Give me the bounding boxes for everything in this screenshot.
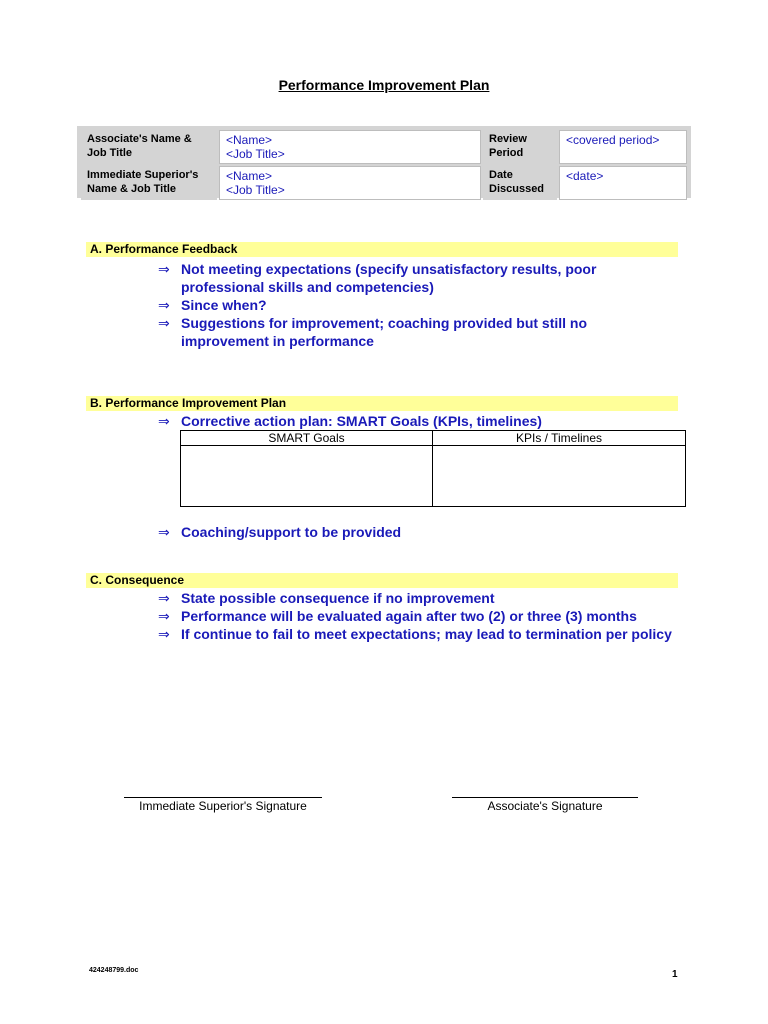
bullet-text: Not meeting expectations (specify unsatisfactory results, poor professional skills and competencies): [181, 261, 597, 295]
list-item: [158, 412, 678, 430]
smart-goals-header: SMART Goals: [181, 431, 433, 446]
associate-value[interactable]: [219, 130, 481, 164]
bullet-text: Coaching/support to be provided: [181, 524, 402, 540]
superior-job-title: <Job Title>: [226, 183, 285, 197]
section-b-list-1: [158, 412, 678, 430]
kpis-timelines-cell[interactable]: [433, 446, 686, 507]
kpis-timelines-header: KPIs / Timelines: [433, 431, 686, 446]
arrow-icon: ⇒: [158, 590, 170, 606]
superior-label: Immediate Superior's Name & Job Title: [81, 166, 217, 200]
superior-signature-line[interactable]: [124, 797, 322, 798]
section-a-heading: A. Performance Feedback: [86, 242, 678, 257]
arrow-icon: ⇒: [158, 626, 170, 642]
bullet-text: State possible consequence if no improvement: [181, 590, 495, 606]
bullet-text: Since when?: [181, 297, 267, 313]
superior-signature-label: Immediate Superior's Signature: [139, 799, 307, 813]
date-discussed-label: Date Discussed: [483, 166, 557, 200]
bullet-text: Suggestions for improvement; coaching provided but still no improvement in performance: [181, 315, 588, 349]
list-item: [158, 260, 678, 296]
bullet-text: Performance will be evaluated again after two (2) or three (3) months: [181, 608, 637, 624]
date-discussed-value[interactable]: <date>: [559, 166, 687, 200]
arrow-icon: ⇒: [158, 261, 170, 277]
superior-value[interactable]: [219, 166, 481, 200]
list-item: [158, 589, 678, 607]
review-period-label: Review Period: [483, 130, 557, 164]
section-c-list: [158, 589, 678, 643]
footer-page-number: 1: [672, 969, 678, 980]
footer-doc-name: 424248799.doc: [89, 967, 139, 974]
list-item: [158, 314, 678, 350]
bullet-text: If continue to fail to meet expectations; may lead to termination per policy: [181, 626, 672, 642]
associate-signature-label: Associate's Signature: [487, 799, 603, 813]
bullet-text: Corrective action plan: SMART Goals (KPIs, timelines): [181, 413, 542, 429]
header-info-table: [77, 126, 691, 198]
associate-job-title: <Job Title>: [226, 147, 285, 161]
smart-goals-table: [180, 430, 686, 507]
smart-goals-cell[interactable]: [181, 446, 433, 507]
associate-label: Associate's Name & Job Title: [81, 130, 217, 164]
list-item: [158, 523, 678, 541]
section-b-heading: B. Performance Improvement Plan: [86, 396, 678, 411]
list-item: [158, 607, 678, 625]
arrow-icon: ⇒: [158, 297, 170, 313]
review-period-value[interactable]: <covered period>: [559, 130, 687, 164]
list-item: [158, 625, 678, 643]
list-item: [158, 296, 678, 314]
section-c-heading: C. Consequence: [86, 573, 678, 588]
arrow-icon: ⇒: [158, 608, 170, 624]
page-title: Performance Improvement Plan: [278, 77, 490, 93]
associate-name: <Name>: [226, 133, 273, 147]
associate-signature-line[interactable]: [452, 797, 638, 798]
section-b-list-2: [158, 523, 678, 541]
arrow-icon: ⇒: [158, 413, 170, 429]
superior-name: <Name>: [226, 169, 273, 183]
arrow-icon: ⇒: [158, 524, 170, 540]
section-a-list: [158, 260, 678, 350]
arrow-icon: ⇒: [158, 315, 170, 331]
